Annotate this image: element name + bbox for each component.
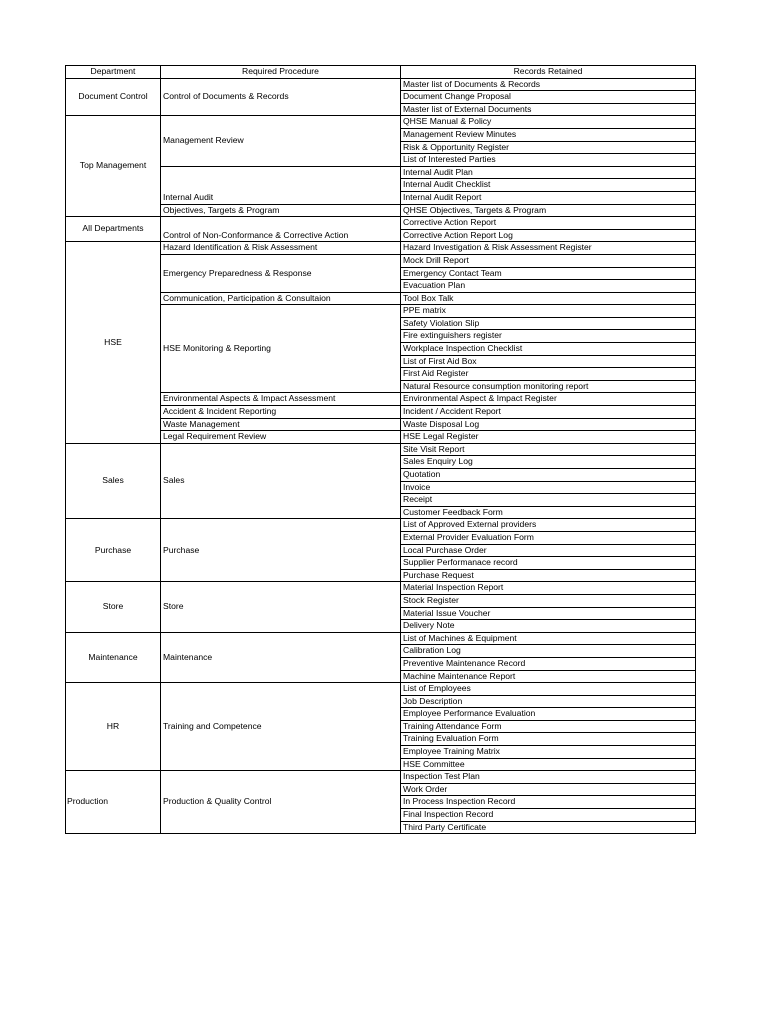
record-cell: List of Machines & Equipment xyxy=(401,632,696,645)
record-cell: Master list of External Documents xyxy=(401,103,696,116)
table-row xyxy=(66,406,696,419)
record-cell: QHSE Objectives, Targets & Program xyxy=(401,204,696,217)
department-cell: Purchase xyxy=(66,519,161,582)
record-cell: List of Employees xyxy=(401,683,696,696)
record-cell: In Process Inspection Record xyxy=(401,796,696,809)
record-cell: Supplier Performanace record xyxy=(401,557,696,570)
department-cell: Maintenance xyxy=(66,632,161,682)
department-cell: Store xyxy=(66,582,161,632)
department-cell: Production xyxy=(66,771,161,834)
record-cell: Stock Register xyxy=(401,594,696,607)
record-cell: Internal Audit Checklist xyxy=(401,179,696,192)
record-cell: Delivery Note xyxy=(401,620,696,633)
procedure-cell: HSE Monitoring & Reporting xyxy=(161,305,401,393)
record-cell: Material Inspection Report xyxy=(401,582,696,595)
records-table xyxy=(65,65,696,834)
procedure-cell: Training and Competence xyxy=(161,683,401,771)
record-cell: First Aid Register xyxy=(401,368,696,381)
table-row xyxy=(66,431,696,444)
record-cell: Safety Violation Slip xyxy=(401,317,696,330)
record-cell: Material Issue Voucher xyxy=(401,607,696,620)
table-row xyxy=(66,418,696,431)
procedure-cell: Store xyxy=(161,582,401,632)
table-row xyxy=(66,292,696,305)
record-cell: Corrective Action Report xyxy=(401,217,696,230)
record-cell: Tool Box Talk xyxy=(401,292,696,305)
record-cell: Site Visit Report xyxy=(401,443,696,456)
record-cell: Local Purchase Order xyxy=(401,544,696,557)
record-cell: Preventive Maintenance Record xyxy=(401,657,696,670)
record-cell: Hazard Investigation & Risk Assessment Register xyxy=(401,242,696,255)
table-row xyxy=(66,632,696,645)
record-cell: Calibration Log xyxy=(401,645,696,658)
header-records: Records Retained xyxy=(401,66,696,79)
procedure-cell: Management Review xyxy=(161,116,401,166)
department-cell: All Departments xyxy=(66,217,161,242)
procedure-cell: Internal Audit xyxy=(161,166,401,204)
record-cell: HSE Committee xyxy=(401,758,696,771)
record-cell: Natural Resource consumption monitoring report xyxy=(401,380,696,393)
record-cell: Employee Training Matrix xyxy=(401,746,696,759)
record-cell: Internal Audit Plan xyxy=(401,166,696,179)
record-cell: Document Change Proposal xyxy=(401,91,696,104)
table-row xyxy=(66,78,696,91)
record-cell: Sales Enquiry Log xyxy=(401,456,696,469)
procedure-cell: Environmental Aspects & Impact Assessment xyxy=(161,393,401,406)
record-cell: Waste Disposal Log xyxy=(401,418,696,431)
record-cell: Work Order xyxy=(401,783,696,796)
record-cell: Purchase Request xyxy=(401,569,696,582)
record-cell: PPE matrix xyxy=(401,305,696,318)
record-cell: Training Attendance Form xyxy=(401,720,696,733)
procedure-cell: Hazard Identification & Risk Assessment xyxy=(161,242,401,255)
table-row xyxy=(66,116,696,129)
record-cell: QHSE Manual & Policy xyxy=(401,116,696,129)
record-cell: Incident / Accident Report xyxy=(401,406,696,419)
table-row xyxy=(66,443,696,456)
table-row xyxy=(66,166,696,179)
record-cell: Corrective Action Report Log xyxy=(401,229,696,242)
procedure-cell: Maintenance xyxy=(161,632,401,682)
procedure-cell: Waste Management xyxy=(161,418,401,431)
record-cell: External Provider Evaluation Form xyxy=(401,531,696,544)
table-row xyxy=(66,771,696,784)
procedure-cell: Accident & Incident Reporting xyxy=(161,406,401,419)
department-cell: Document Control xyxy=(66,78,161,116)
record-cell: Third Party Certificate xyxy=(401,821,696,834)
procedure-cell: Production & Quality Control xyxy=(161,771,401,834)
record-cell: HSE Legal Register xyxy=(401,431,696,444)
record-cell: Receipt xyxy=(401,494,696,507)
record-cell: Internal Audit Report xyxy=(401,191,696,204)
department-cell: Sales xyxy=(66,443,161,519)
record-cell: Training Evaluation Form xyxy=(401,733,696,746)
table-row xyxy=(66,254,696,267)
header-procedure: Required Procedure xyxy=(161,66,401,79)
table-row xyxy=(66,582,696,595)
table-row xyxy=(66,242,696,255)
department-cell: HSE xyxy=(66,242,161,444)
record-cell: Job Description xyxy=(401,695,696,708)
procedure-cell: Sales xyxy=(161,443,401,519)
procedure-cell: Objectives, Targets & Program xyxy=(161,204,401,217)
record-cell: List of Interested Parties xyxy=(401,154,696,167)
record-cell: Evacuation Plan xyxy=(401,280,696,293)
record-cell: Environmental Aspect & Impact Register xyxy=(401,393,696,406)
procedure-cell: Purchase xyxy=(161,519,401,582)
procedure-cell: Control of Documents & Records xyxy=(161,78,401,116)
header-department: Department xyxy=(66,66,161,79)
record-cell: Master list of Documents & Records xyxy=(401,78,696,91)
table-row xyxy=(66,305,696,318)
record-cell: Management Review Minutes xyxy=(401,128,696,141)
procedure-cell: Communication, Participation & Consultaion xyxy=(161,292,401,305)
procedure-cell: Legal Requirement Review xyxy=(161,431,401,444)
table-row xyxy=(66,217,696,230)
table-row xyxy=(66,683,696,696)
record-cell: Quotation xyxy=(401,469,696,482)
procedure-cell: Control of Non-Conformance & Corrective Action xyxy=(161,217,401,242)
header-row xyxy=(66,66,696,79)
record-cell: Final Inspection Record xyxy=(401,809,696,822)
table-row xyxy=(66,519,696,532)
record-cell: Workplace Inspection Checklist xyxy=(401,343,696,356)
record-cell: Machine Maintenance Report xyxy=(401,670,696,683)
record-cell: Invoice xyxy=(401,481,696,494)
table-row xyxy=(66,204,696,217)
record-cell: List of First Aid Box xyxy=(401,355,696,368)
record-cell: Inspection Test Plan xyxy=(401,771,696,784)
record-cell: Customer Feedback Form xyxy=(401,506,696,519)
record-cell: Fire extinguishers register xyxy=(401,330,696,343)
record-cell: Emergency Contact Team xyxy=(401,267,696,280)
record-cell: List of Approved External providers xyxy=(401,519,696,532)
table-row xyxy=(66,393,696,406)
department-cell: HR xyxy=(66,683,161,771)
record-cell: Employee Performance Evaluation xyxy=(401,708,696,721)
procedure-cell: Emergency Preparedness & Response xyxy=(161,254,401,292)
record-cell: Mock Drill Report xyxy=(401,254,696,267)
record-cell: Risk & Opportunity Register xyxy=(401,141,696,154)
department-cell: Top Management xyxy=(66,116,161,217)
